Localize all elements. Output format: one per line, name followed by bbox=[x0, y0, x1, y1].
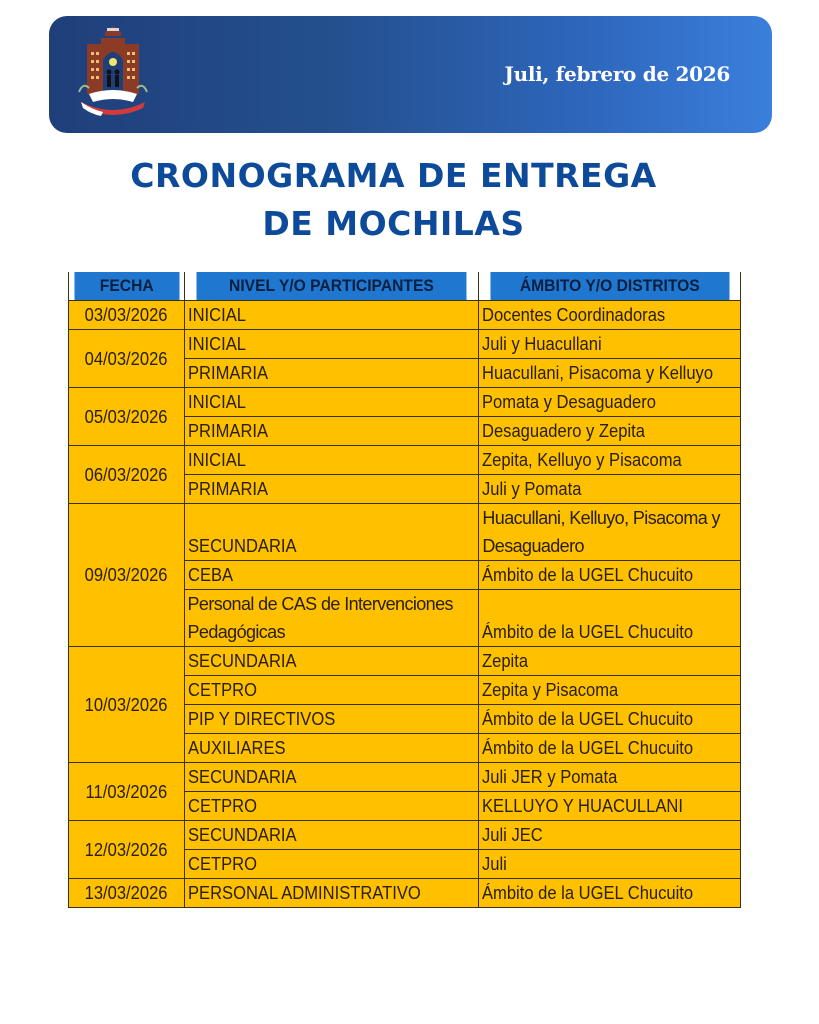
header-date: Juli, febrero de 2026 bbox=[504, 62, 730, 86]
table-row bbox=[69, 330, 741, 359]
page-title-line2: DE MOCHILAS bbox=[262, 204, 525, 243]
ambito-cell: Juli JER y Pomata bbox=[479, 763, 741, 792]
date-cell: 12/03/2026 bbox=[69, 821, 185, 879]
ambito-cell: Juli y Huacullani bbox=[479, 330, 741, 359]
nivel-cell: SECUNDARIA bbox=[184, 647, 479, 676]
date-cell: 05/03/2026 bbox=[69, 388, 185, 446]
ambito-cell: Ámbito de la UGEL Chucuito bbox=[479, 705, 741, 734]
ambito-cell: Juli bbox=[479, 850, 741, 879]
nivel-cell: SECUNDARIA bbox=[184, 763, 479, 792]
ambito-cell: Zepita bbox=[479, 647, 741, 676]
nivel-cell: PRIMARIA bbox=[184, 475, 479, 504]
ambito-cell: Ámbito de la UGEL Chucuito bbox=[479, 734, 741, 763]
nivel-cell: INICIAL bbox=[184, 446, 479, 475]
table-row bbox=[69, 879, 741, 908]
ambito-cell: Juli y Pomata bbox=[479, 475, 741, 504]
date-cell: 04/03/2026 bbox=[69, 330, 185, 388]
column-header-ambito: ÁMBITO Y/O DISTRITOS bbox=[489, 272, 730, 301]
date-cell: 11/03/2026 bbox=[69, 763, 185, 821]
nivel-cell: CEBA bbox=[184, 561, 479, 590]
nivel-cell: CETPRO bbox=[184, 850, 479, 879]
nivel-cell: SECUNDARIA bbox=[184, 504, 479, 561]
date-cell: 06/03/2026 bbox=[69, 446, 185, 504]
ambito-cell: Ámbito de la UGEL Chucuito bbox=[479, 561, 741, 590]
ambito-cell: Pomata y Desaguadero bbox=[479, 388, 741, 417]
nivel-cell: PERSONAL ADMINISTRATIVO bbox=[184, 879, 479, 908]
nivel-cell: INICIAL bbox=[184, 301, 479, 330]
page-title-line1: CRONOGRAMA DE ENTREGA bbox=[130, 156, 657, 195]
nivel-cell: CETPRO bbox=[184, 792, 479, 821]
ambito-cell: Huacullani, Kelluyo, Pisacoma y Desaguadero bbox=[479, 504, 741, 561]
ambito-cell: Desaguadero y Zepita bbox=[479, 417, 741, 446]
nivel-cell: PRIMARIA bbox=[184, 359, 479, 388]
ambito-cell: Juli JEC bbox=[479, 821, 741, 850]
nivel-cell: SECUNDARIA bbox=[184, 821, 479, 850]
ambito-cell: Zepita, Kelluyo y Pisacoma bbox=[479, 446, 741, 475]
ambito-cell: Zepita y Pisacoma bbox=[479, 676, 741, 705]
nivel-cell: PIP Y DIRECTIVOS bbox=[184, 705, 479, 734]
nivel-cell: INICIAL bbox=[184, 330, 479, 359]
schedule-table bbox=[68, 272, 741, 908]
table-row bbox=[69, 301, 741, 330]
nivel-cell: PRIMARIA bbox=[184, 417, 479, 446]
nivel-cell: Personal de CAS de Intervenciones Pedagógicas bbox=[184, 590, 479, 647]
nivel-cell: AUXILIARES bbox=[184, 734, 479, 763]
table-row bbox=[69, 763, 741, 792]
institution-logo bbox=[73, 22, 153, 122]
ambito-cell: Ámbito de la UGEL Chucuito bbox=[479, 590, 741, 647]
ambito-cell: KELLUYO Y HUACULLANI bbox=[479, 792, 741, 821]
header-banner bbox=[49, 16, 772, 133]
nivel-cell: INICIAL bbox=[184, 388, 479, 417]
column-header-fecha: FECHA bbox=[73, 272, 179, 301]
date-cell: 03/03/2026 bbox=[69, 301, 185, 330]
column-header-nivel: NIVEL Y/O PARTICIPANTES bbox=[196, 272, 467, 301]
table-row bbox=[69, 504, 741, 561]
table-row bbox=[69, 446, 741, 475]
ambito-cell: Huacullani, Pisacoma y Kelluyo bbox=[479, 359, 741, 388]
table-row bbox=[69, 821, 741, 850]
ambito-cell: Ámbito de la UGEL Chucuito bbox=[479, 879, 741, 908]
date-cell: 13/03/2026 bbox=[69, 879, 185, 908]
date-cell: 10/03/2026 bbox=[69, 647, 185, 763]
date-cell: 09/03/2026 bbox=[69, 504, 185, 647]
table-header-row bbox=[69, 272, 741, 301]
table-row bbox=[69, 388, 741, 417]
nivel-cell: CETPRO bbox=[184, 676, 479, 705]
table-row bbox=[69, 647, 741, 676]
ambito-cell: Docentes Coordinadoras bbox=[479, 301, 741, 330]
